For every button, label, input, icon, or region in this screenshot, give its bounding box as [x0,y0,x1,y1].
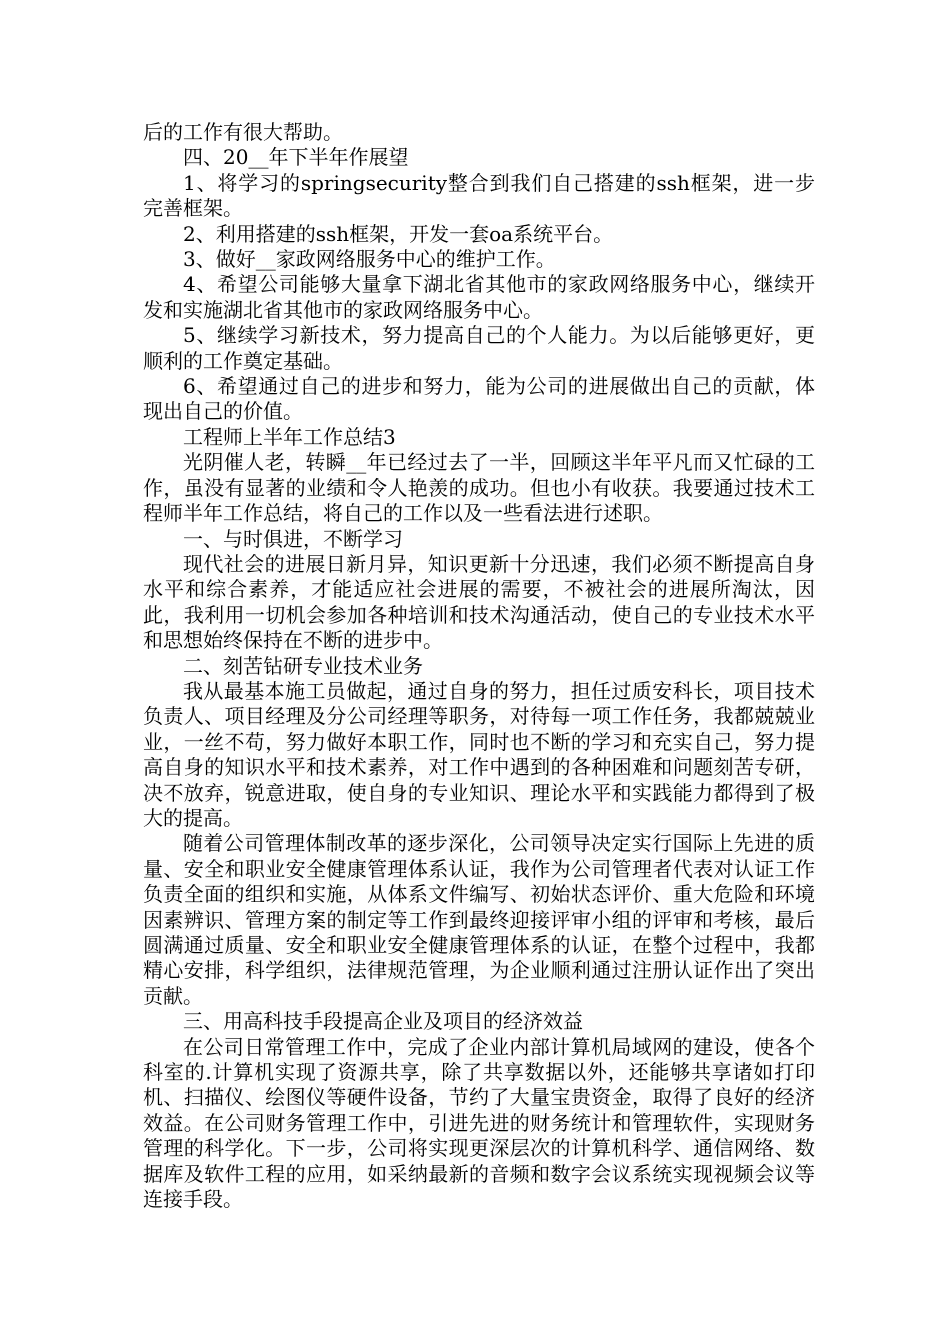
section-heading: 四、20__年下半年作展望 [183,145,409,170]
paragraph: 现代社会的进展日新月异，知识更新十分迅速，我们必须不断提高自身水平和综合素养，才能适应社会进展的需要，不被社会的进展所淘汰，因此，我利用一切机会参加各种培训和技术沟通活动，使自己的专业技术水平和思想始终保持在不断的进步中。 [143,551,815,653]
list-item: 2、利用搭建的ssh框架，开发一套oa系统平台。 [183,221,614,246]
section-heading: 三、用高科技手段提高企业及项目的经济效益 [183,1009,583,1034]
document-title: 工程师上半年工作总结3 [183,424,396,449]
paragraph: 我从最基本施工员做起，通过自身的努力，担任过质安科长，项目技术负责人、项目经理及分公司经理等职务，对待每一项工作任务，我都兢兢业业，一丝不苟，努力做好本职工作，同时也不断的学习和充实自己，努力提高自身的知识水平和技术素养，对工作中遇到的各种困难和问题刻苦专研，决不放弃，锐意进取，使自身的专业知识、理论水平和实践能力都得到了极大的提高。 [143,678,815,830]
paragraph: 在公司日常管理工作中，完成了企业内部计算机局域网的建设，使各个科室的.计算机实现了资源共享，除了共享数据以外，还能够共享诸如打印机、扫描仪、绘图仪等硬件设备，节约了大量宝贵资金，取得了良好的经济效益。在公司财务管理工作中，引进先进的财务统计和管理软件，实现财务管理的科学化。下一步，公司将实现更深层次的计算机科学、通信网络、数据库及软件工程的应用，如采纳最新的音频和数字会议系统实现视频会议等连接手段。 [143,1034,815,1212]
paragraph: 后的工作有很大帮助。 [143,120,343,144]
section-heading: 一、与时俱进，不断学习 [183,526,403,551]
list-item: 6、希望通过自己的进步和努力，能为公司的进展做出自己的贡献，体现出自己的价值。 [143,374,815,424]
list-item: 5、继续学习新技术，努力提高自己的个人能力。为以后能够更好，更顺利的工作奠定基础。 [143,323,815,373]
list-item: 4、希望公司能够大量拿下湖北省其他市的家政网络服务中心，继续开发和实施湖北省其他市的家政网络服务中心。 [143,272,815,322]
section-heading: 二、刻苦钻研专业技术业务 [183,653,423,678]
document-body [143,120,815,1212]
paragraph: 随着公司管理体制改革的逐步深化，公司领导决定实行国际上先进的质量、安全和职业安全健康管理体系认证，我作为公司管理者代表对认证工作负责全面的组织和实施，从体系文件编写、初始状态评价、重大危险和环境因素辨识、管理方案的制定等工作到最终迎接评审小组的评审和考核，最后圆满通过质量、安全和职业安全健康管理体系的认证，在整个过程中，我都精心安排，科学组织，法律规范管理，为企业顺利通过注册认证作出了突出贡献。 [143,831,815,1008]
paragraph: 光阴催人老，转瞬__年已经过去了一半，回顾这半年平凡而又忙碌的工作，虽没有显著的业绩和令人艳羡的成功。但也小有收获。我要通过技术工程师半年工作总结，将自己的工作以及一些看法进行述职。 [143,450,815,526]
list-item: 1、将学习的springsecurity整合到我们自己搭建的ssh框架，进一步完善框架。 [143,170,815,221]
list-item: 3、做好__家政网络服务中心的维护工作。 [183,247,556,272]
